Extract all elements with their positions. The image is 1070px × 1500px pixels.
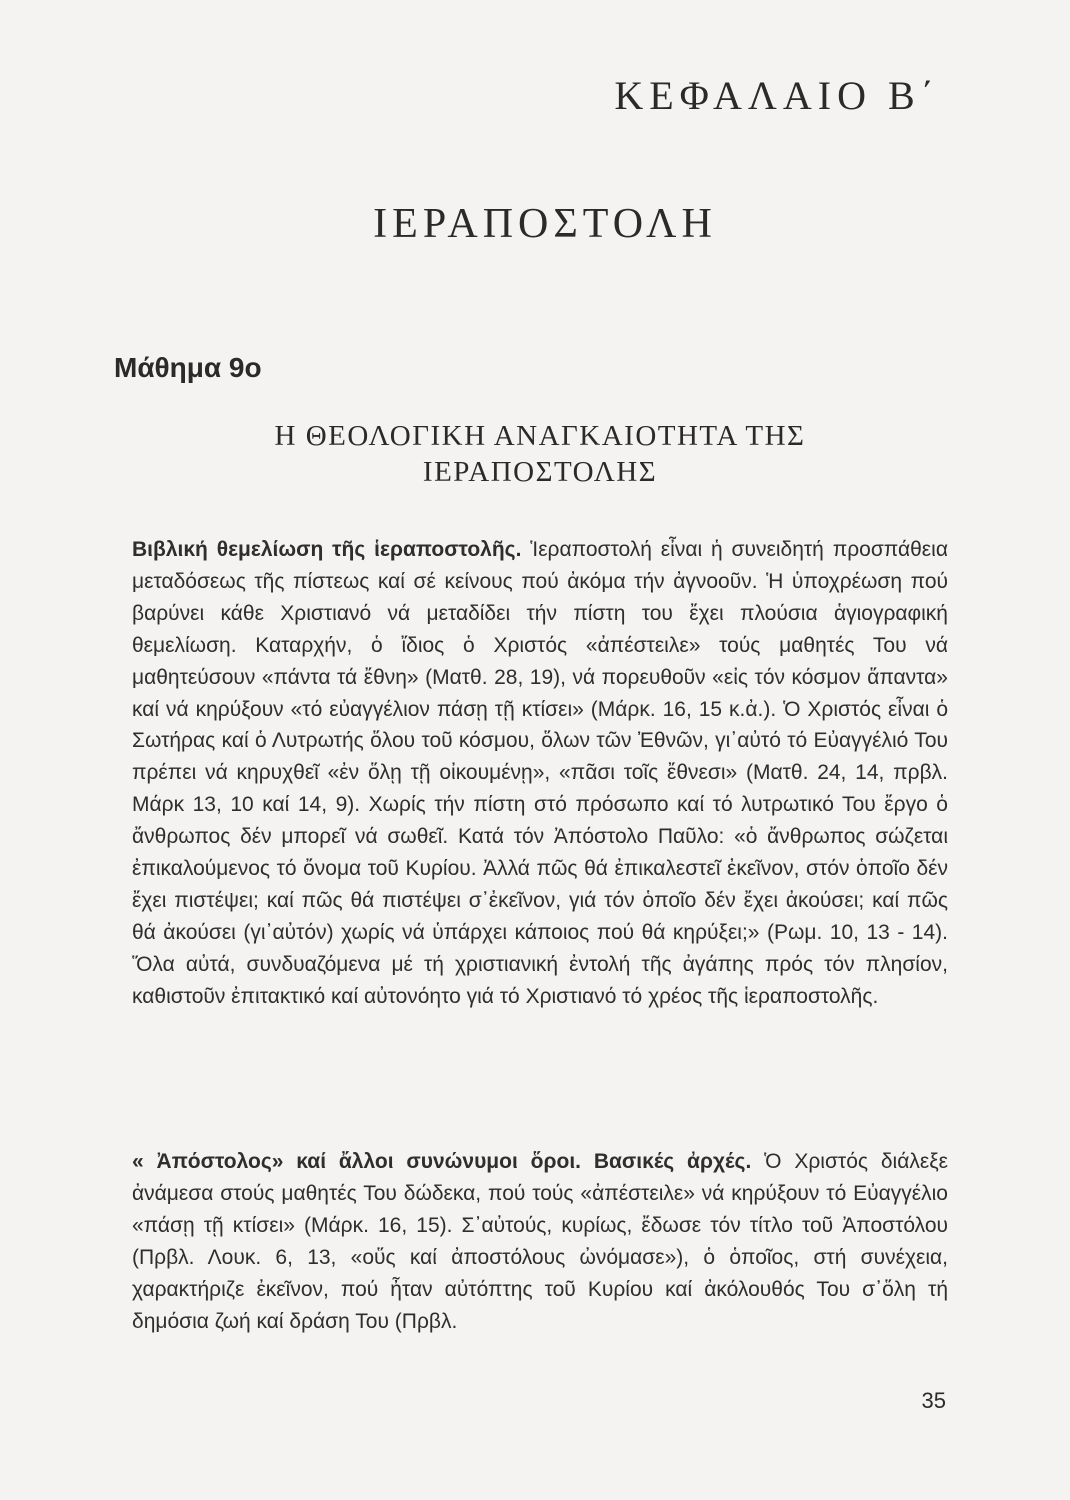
paragraph-lead: Βιβλική θεμελίωση τῆς ἱεραποστολῆς.: [132, 538, 522, 561]
paragraph-text: Ὁ Χριστός διάλεξε ἀνάμεσα στούς μαθητές Του δώδεκα, πού τούς «ἀπέστειλε» νά κηρύξουν τό Εὐαγγέλιο «πάσῃ τῇ κτίσει» (Μάρκ. 16, 15). Σ᾿αὐτούς, κυρίως, ἔδωσε τόν τίτλο τοῦ Ἀποστόλου (Πρβλ. Λουκ. 6, 13, «οὕς καί ἀποστόλους ὠνόμασε»), ὁ ὁποῖος, στή συνέχεια, χαρακτήριζε ἐκεῖνον, πού ἦταν αὐτόπτης τοῦ Κυρίου καί ἀκόλουθός Του σ᾿ὅλη τή δημόσια ζωή καί δράση Του (Πρβλ.: [132, 1150, 948, 1333]
paragraph-biblical-foundation: [132, 534, 948, 1013]
page-number: 35: [921, 1388, 946, 1413]
lesson-title-line-1: Η ΘΕΟΛΟΓΙΚΗ ΑΝΑΓΚΑΙΟΤΗΤΑ ΤΗΣ: [274, 420, 806, 452]
paragraph-lead: « Ἀπόστολος» καί ἄλλοι συνώνυμοι ὅροι. Βασικές ἀρχές.: [132, 1150, 752, 1173]
chapter-title: ΙΕΡΑΠΟΣΤΟΛΗ: [373, 201, 717, 247]
lesson-heading: Μάθημα 9ο: [114, 352, 262, 383]
lesson-title-line-2: ΙΕΡΑΠΟΣΤΟΛΗΣ: [422, 456, 658, 488]
paragraph-text: Ἱεραποστολή εἶναι ἡ συνειδητή προσπάθεια μεταδόσεως τῆς πίστεως καί σέ κείνους πού ἀκόμα τήν ἀγνοοῦν. Ἡ ὑποχρέωση πού βαρύνει κάθε Χριστιανό νά μεταδίδει τήν πίστη του ἔχει πλούσια ἁγιογραφική θεμελίωση. Καταρχήν, ὁ ἴδιος ὁ Χριστός «ἀπέστειλε» τούς μαθητές Του νά μαθητεύσουν «πάντα τά ἔθνη» (Ματθ. 28, 19), νά πορευθοῦν «εἰς τόν κόσμον ἅπαντα» καί νά κηρύξουν «τό εὐαγγέλιον πάσῃ τῇ κτίσει» (Μάρκ. 16, 15 κ.ἀ.). Ὁ Χριστός εἶναι ὁ Σωτήρας καί ὁ Λυτρωτής ὅλου τοῦ κόσμου, ὅλων τῶν Ἐθνῶν, γι᾿αὐτό τό Εὐαγγέλιό Του πρέπει νά κηρυχθεῖ «ἐν ὅλῃ τῇ οἰκουμένῃ», «πᾶσι τοῖς ἔθνεσι» (Ματθ. 24, 14, πρβλ. Μάρκ 13, 10 καί 14, 9). Χωρίς τήν πίστη στό πρόσωπο καί τό λυτρωτικό Του ἔργο ὁ ἄνθρωπος δέν μπορεῖ νά σωθεῖ. Κατά τόν Ἀπόστολο Παῦλο: «ὁ ἄνθρωπος σώζεται ἐπικαλούμενος τό ὄνομα τοῦ Κυρίου. Ἀλλά πῶς θά ἐπικαλεστεῖ ἐκεῖνον, στόν ὁποῖο δέν ἔχει πιστέψει; καί πῶς θά πιστέψει σ᾿ἐκεῖνον, γιά τόν ὁποῖο δέν ἔχει ἀκούσει; καί πῶς θά ἀκούσει (γι᾿αὐτόν) χωρίς νά ὑπάρχει κάποιος πού θά κηρύξει;» (Ρωμ. 10, 13 - 14). Ὅλα αὐτά, συνδυαζόμενα μέ τή χριστιανική ἐντολή τῆς ἀγάπης πρός τόν πλησίον, καθιστοῦν ἐπιτακτικό καί αὐτονόητο γιά τό Χριστιανό τό χρέος τῆς ἱεραποστολῆς.: [132, 538, 948, 1008]
lesson-title: [200, 418, 880, 490]
paragraph-apostle-terms: [132, 1146, 948, 1337]
chapter-heading: ΚΕΦΑΛΑΙΟ Β΄: [614, 73, 940, 118]
